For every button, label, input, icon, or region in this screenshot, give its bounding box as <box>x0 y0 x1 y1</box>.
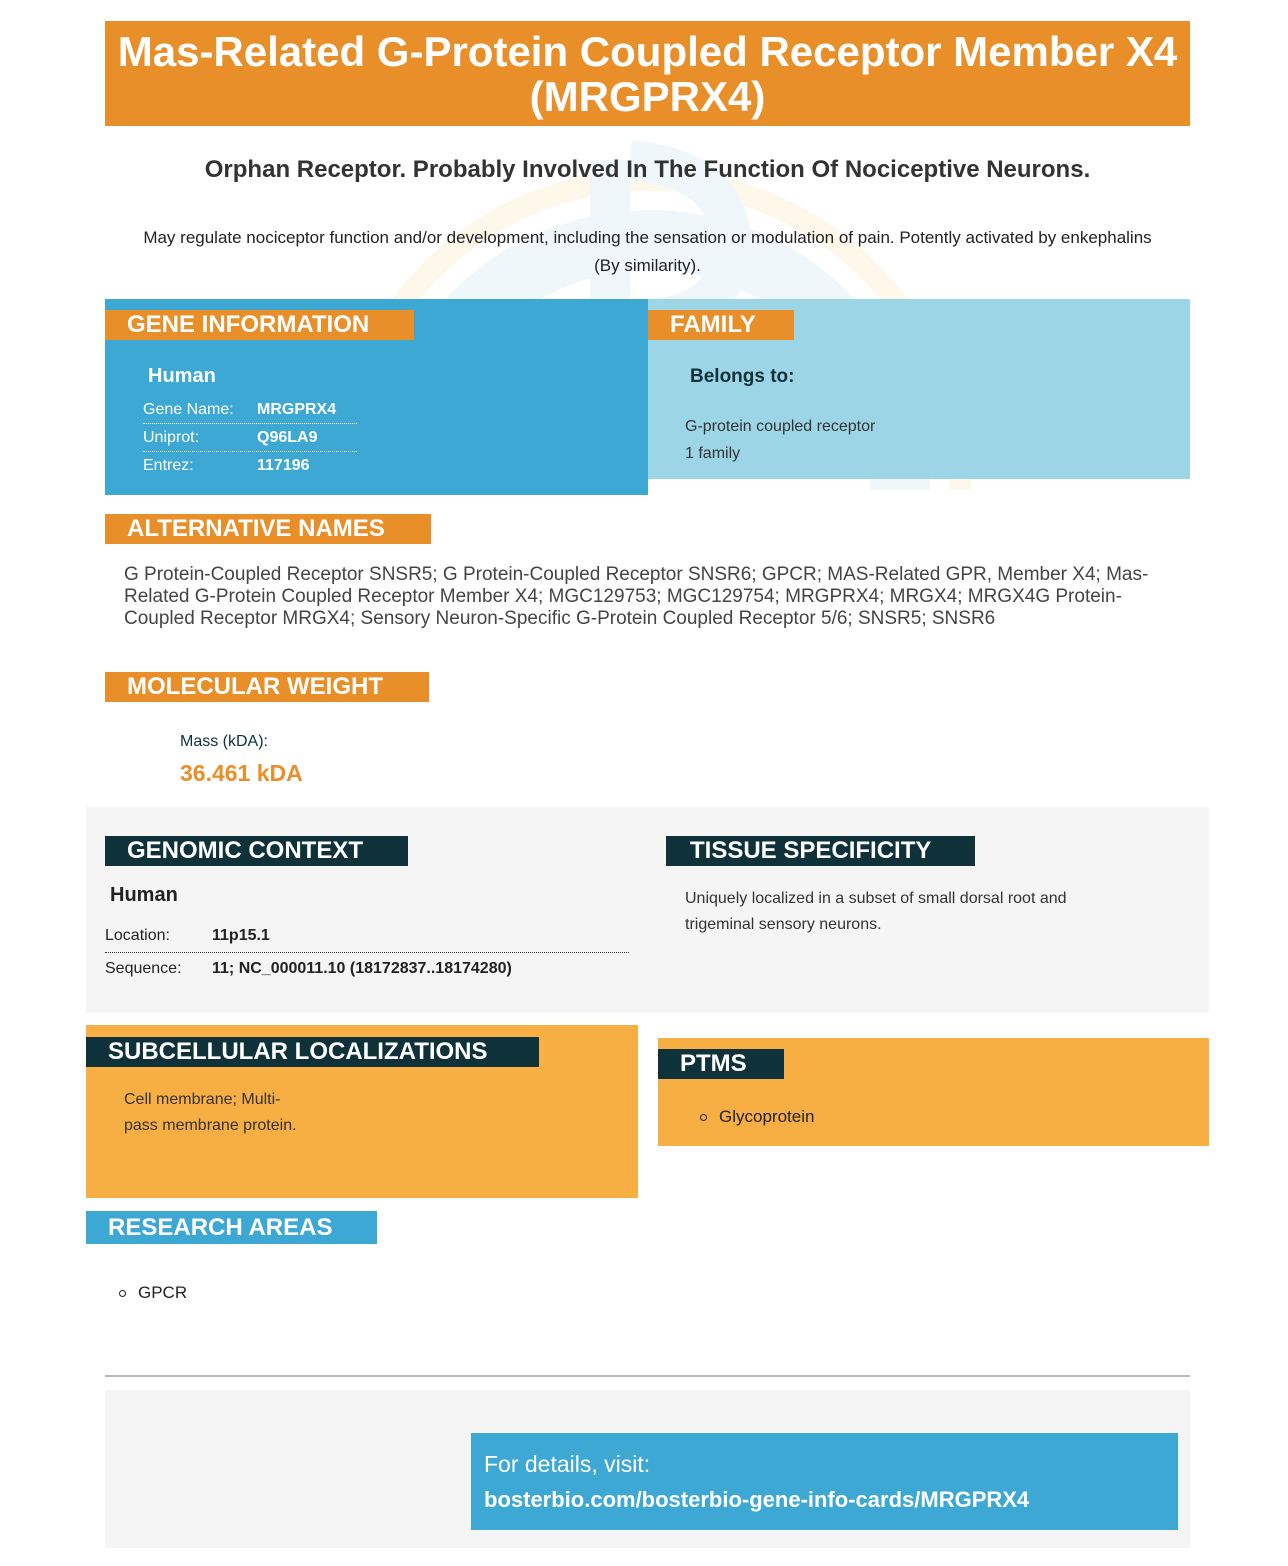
location-value: 11p15.1 <box>212 927 270 944</box>
gene-info-table <box>143 396 357 479</box>
subcellular-line-2: pass membrane protein. <box>124 1117 297 1134</box>
footer-divider <box>105 1375 1190 1377</box>
genomic-context-heading: GENOMIC CONTEXT <box>105 836 408 866</box>
family-text <box>685 413 945 467</box>
gene-species: Human <box>148 365 216 387</box>
uniprot-value: Q96LA9 <box>257 428 318 446</box>
research-item-label: GPCR <box>138 1283 188 1302</box>
sequence-key: Sequence: <box>105 960 182 977</box>
entrez-key: Entrez: <box>143 456 194 474</box>
alternative-names-heading: ALTERNATIVE NAMES <box>105 514 431 544</box>
gene-information-heading: GENE INFORMATION <box>105 310 414 340</box>
list-item <box>119 1283 187 1303</box>
research-areas-list <box>119 1283 187 1303</box>
belongs-to-label: Belongs to: <box>690 366 795 387</box>
alternative-names-text: G Protein-Coupled Receptor SNSR5; G Protein-Coupled Receptor SNSR6; GPCR; MAS-Related GPR, Member X4; Mas-Related G-Protein Coupled Receptor Member X4; MGC129753; MGC129754; MRGPRX4; MRGX4; MRGX4G Protein-Coupled Receptor MRGX4; Sensory Neuron-Specific G-Protein Coupled Receptor 5/6; SNSR5; SNSR6 <box>124 564 1149 629</box>
sequence-row <box>105 953 629 985</box>
location-row <box>105 920 629 953</box>
list-item <box>700 1107 814 1127</box>
details-label: For details, visit: <box>484 1451 651 1477</box>
uniprot-row <box>143 424 357 452</box>
entrez-value: 117196 <box>257 456 310 474</box>
genomic-species: Human <box>110 884 178 906</box>
sequence-value: 11; NC_000011.10 (18172837..18174280) <box>212 960 512 977</box>
entrez-row <box>143 452 357 479</box>
research-areas-heading: RESEARCH AREAS <box>86 1211 377 1244</box>
mass-label: Mass (kDA): <box>180 733 268 750</box>
family-line-2: 1 family <box>685 445 741 462</box>
page-subtitle: Orphan Receptor. Probably Involved In The Function Of Nociceptive Neurons. <box>204 156 1091 183</box>
ptms-list <box>700 1107 814 1127</box>
bullet-icon <box>119 1290 126 1297</box>
uniprot-key: Uniprot: <box>143 428 200 446</box>
family-line-1: G-protein coupled receptor <box>685 418 876 435</box>
tissue-specificity-text: Uniquely localized in a subset of small dorsal root and trigeminal sensory neurons. <box>685 890 1067 933</box>
gene-name-key: Gene Name: <box>143 400 234 418</box>
details-url-link[interactable]: bosterbio.com/bosterbio-gene-info-cards/MRGPRX4 <box>484 1487 1030 1512</box>
bullet-icon <box>700 1114 707 1121</box>
location-key: Location: <box>105 927 170 944</box>
mass-value: 36.461 kDA <box>180 760 303 786</box>
molecular-weight-heading: MOLECULAR WEIGHT <box>105 672 429 702</box>
subcellular-line-1: Cell membrane; Multi- <box>124 1091 281 1108</box>
function-summary: May regulate nociceptor function and/or development, including the sensation or modulation of pain. Potently activated by enkephalins (By similarity). <box>143 228 1152 275</box>
family-heading: FAMILY <box>648 310 794 340</box>
gene-name-row <box>143 396 357 424</box>
page-title: Mas-Related G-Protein Coupled Receptor Member X4 (MRGPRX4) <box>105 21 1190 126</box>
ptms-heading: PTMS <box>658 1049 784 1079</box>
details-link-box[interactable] <box>471 1433 1178 1530</box>
tissue-specificity-heading: TISSUE SPECIFICITY <box>666 836 975 866</box>
genomic-context-table <box>105 920 629 985</box>
subcellular-heading: SUBCELLULAR LOCALIZATIONS <box>86 1037 539 1067</box>
subcellular-text <box>124 1087 324 1139</box>
ptm-item-label: Glycoprotein <box>719 1107 815 1126</box>
gene-name-value: MRGPRX4 <box>257 400 337 418</box>
